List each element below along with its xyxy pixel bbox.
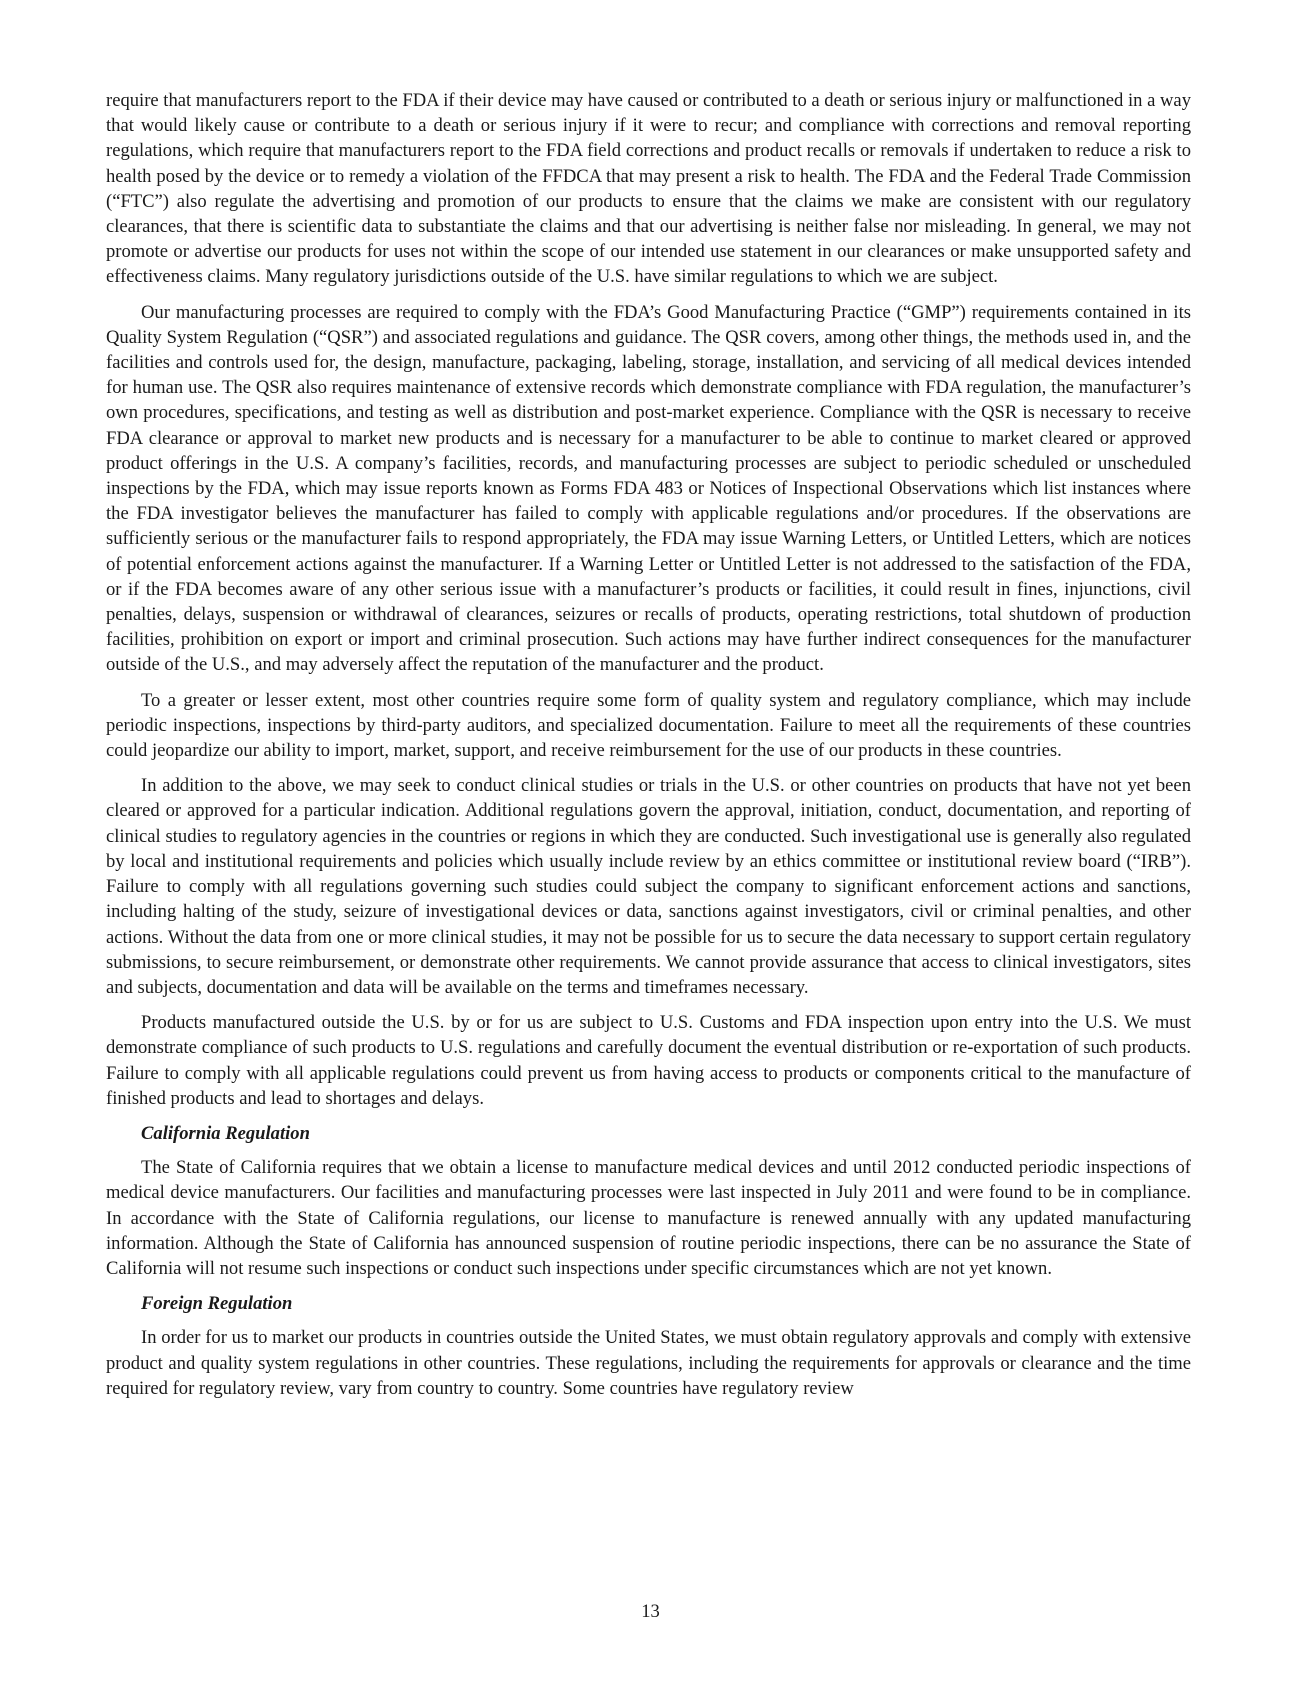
paragraph-california-regulation: The State of California requires that we obtain a license to manufacture medical devices and until 2012 conducted periodic inspections of medical device manufacturers. Our facilities and manufacturing processes were last inspected in July 2011 and were found to be in compliance. In accordance with the State of California regulations, our license to manufacture is renewed annually with any updated manufacturing information. Although the State of California has announced suspension of routine periodic inspections, there can be no assurance the State of California will not resume such inspections or conduct such inspections under specific circumstances which are not yet known. bbox=[106, 1157, 1191, 1279]
paragraph-clinical-studies: In addition to the above, we may seek to conduct clinical studies or trials in the U.S. or other countries on products that have not yet been cleared or approved for a particular indication. Additional regulations govern the approval, initiation, conduct, documentation, and reporting of clinical studies to regulatory agencies in the countries or regions in which they are conducted. Such investigational use is generally also regulated by local and institutional requirements and policies which usually include review by an ethics committee or institutional review board (“IRB”). Failure to comply with all regulations governing such studies could subject the company to significant enforcement actions and sanctions, including halting of the study, seizure of investigational devices or data, sanctions against investigators, civil or criminal penalties, and other actions. Without the data from one or more clinical studies, it may not be possible for us to secure the data necessary to support certain regulatory submissions, to secure reimbursement, or demonstrate other requirements. We cannot provide assurance that access to clinical investigators, sites and subjects, documentation and data will be available on the terms and timeframes necessary. bbox=[106, 775, 1191, 998]
page-number: 13 bbox=[641, 1601, 660, 1622]
paragraph-fda-reporting-continuation: require that manufacturers report to the FDA if their device may have caused or contributed to a death or serious injury or malfunctioned in a way that would likely cause or contribute to a death or serious injury if it were to recur; and compliance with corrections and removal reporting regulations, which require that manufacturers report to the FDA field corrections and product recalls or removals if undertaken to reduce a risk to health posed by the device or to remedy a violation of the FFDCA that may present a risk to health. The FDA and the Federal Trade Commission (“FTC”) also regulate the advertising and promotion of our products to ensure that the claims we make are consistent with our regulatory clearances, that there is scientific data to substantiate the claims and that our advertising is neither false nor misleading. In general, we may not promote or advertise our products for uses not within the scope of our intended use statement in our clearances or make unsupported safety and effectiveness claims. Many regulatory jurisdictions outside of the U.S. have similar regulations to which we are subject. bbox=[106, 90, 1191, 288]
paragraph-customs-inspection: Products manufactured outside the U.S. by or for us are subject to U.S. Customs and FDA inspection upon entry into the U.S. We must demonstrate compliance of such products to U.S. regulations and carefully document the eventual distribution or re-exportation of such products. Failure to comply with all applicable regulations could prevent us from having access to products or components critical to the manufacture of finished products and lead to shortages and delays. bbox=[106, 1012, 1191, 1109]
paragraph-other-countries-compliance: To a greater or lesser extent, most other countries require some form of quality system and regulatory compliance, which may include periodic inspections, inspections by third-party auditors, and specialized documentation. Failure to meet all the requirements of these countries could jeopardize our ability to import, market, support, and receive reimbursement for the use of our products in these countries. bbox=[106, 689, 1191, 762]
heading-foreign-regulation: Foreign Regulation bbox=[141, 1293, 293, 1315]
paragraph-manufacturing-processes: Our manufacturing processes are required to comply with the FDA’s Good Manufacturing Practice (“GMP”) requirements contained in its Quality System Regulation (“QSR”) and associated regulations and guidance. The QSR covers, among other things, the methods used in, and the facilities and controls used for, the design, manufacture, packaging, labeling, storage, installation, and servicing of all medical devices intended for human use. The QSR also requires maintenance of extensive records which demonstrate compliance with FDA regulation, the manufacturer’s own procedures, specifications, and testing as well as distribution and post-market experience. Compliance with the QSR is necessary to receive FDA clearance or approval to market new products and is necessary for a manufacturer to be able to continue to market cleared or approved product offerings in the U.S. A company’s facilities, records, and manufacturing processes are subject to periodic scheduled or unscheduled inspections by the FDA, which may issue reports known as Forms FDA 483 or Notices of Inspectional Observations which list instances where the FDA investigator believes the manufacturer has failed to comply with applicable regulations and/or procedures. If the observations are sufficiently serious or the manufacturer fails to respond appropriately, the FDA may issue Warning Letters, or Untitled Letters, which are notices of potential enforcement actions against the manufacturer. If a Warning Letter or Untitled Letter is not addressed to the satisfaction of the FDA, or if the FDA becomes aware of any other serious issue with a manufacturer’s products or facilities, it could result in fines, injunctions, civil penalties, delays, suspension or withdrawal of clearances, seizures or recalls of products, operating restrictions, total shutdown of production facilities, prohibition on export or import and criminal prosecution. Such actions may have further indirect consequences for the manufacturer outside of the U.S., and may adversely affect the reputation of the manufacturer and the product. bbox=[106, 301, 1191, 676]
document-page bbox=[106, 88, 1191, 1411]
heading-california-regulation: California Regulation bbox=[141, 1122, 310, 1144]
paragraph-foreign-regulation: In order for us to market our products in countries outside the United States, we must obtain regulatory approvals and comply with extensive product and quality system regulations in other countries. These regulations, including the requirements for approvals or clearance and the time required for regulatory review, vary from country to country. Some countries have regulatory review bbox=[106, 1327, 1191, 1399]
